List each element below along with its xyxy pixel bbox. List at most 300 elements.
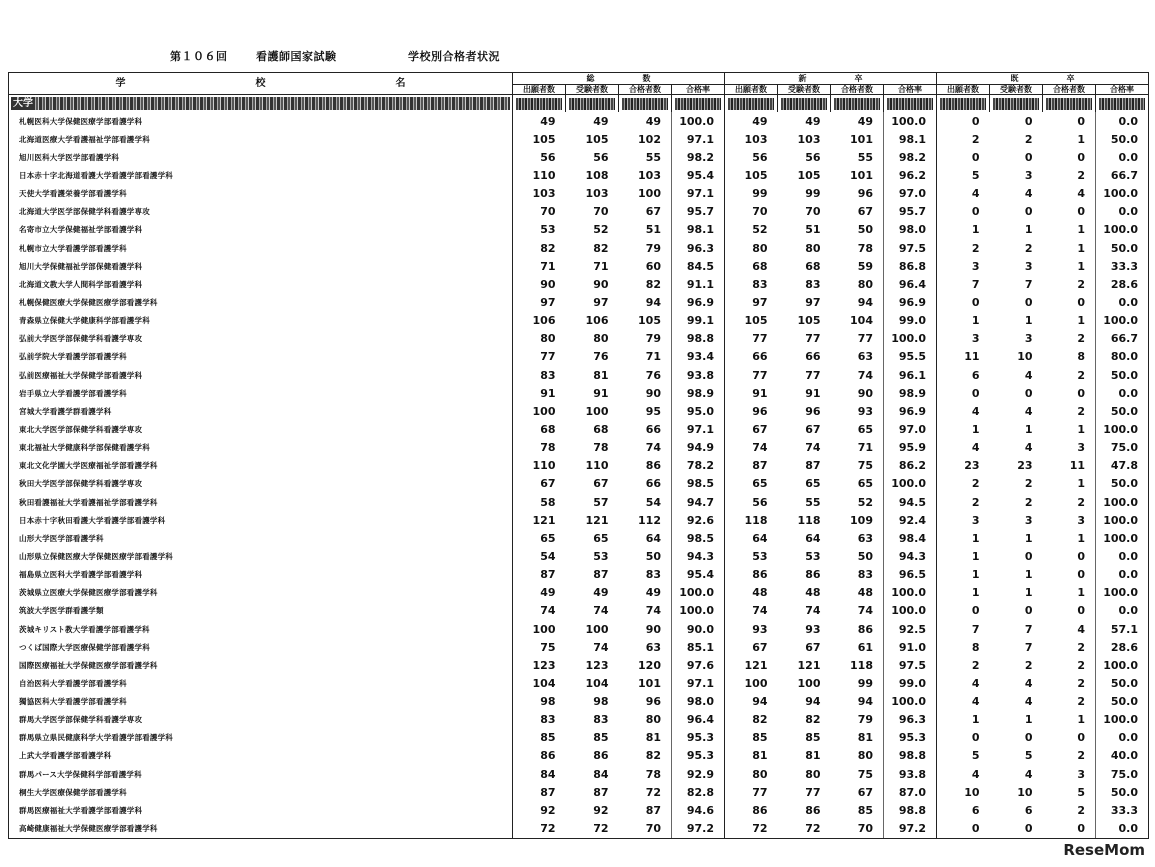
- count-cell: 48: [857, 586, 873, 600]
- count-cell: 4: [937, 185, 990, 203]
- school-name: 福島県立医科大学看護学部看護学科: [9, 566, 513, 584]
- count-cell: 83: [805, 277, 821, 291]
- count-cell: 2: [1024, 241, 1033, 255]
- pass-rate-cell: 40.0: [1096, 747, 1149, 765]
- table-row: [9, 293, 1149, 311]
- count-cell: 97: [805, 295, 821, 309]
- count-cell: 74: [645, 604, 661, 618]
- count-cell: 91: [805, 386, 821, 400]
- count-cell: 3: [1024, 168, 1033, 182]
- pass-rate-cell: 100.0: [1096, 656, 1149, 674]
- count-cell: 96: [645, 695, 661, 709]
- count-cell: 1: [937, 420, 990, 438]
- count-cell: 0: [1024, 549, 1033, 563]
- count-cell: 0: [1024, 731, 1033, 745]
- pass-rate-cell: 85.1: [672, 638, 725, 656]
- count-cell: 65: [805, 477, 821, 491]
- count-cell: 2: [1077, 695, 1085, 709]
- count-cell: 94: [857, 295, 873, 309]
- count-cell: 92: [593, 803, 609, 817]
- table-row: [9, 275, 1149, 293]
- pass-rate-cell: 98.8: [884, 747, 937, 765]
- count-cell: 70: [593, 205, 609, 219]
- count-cell: 2: [1024, 658, 1033, 672]
- count-cell: 86: [805, 568, 821, 582]
- count-cell: 11: [1069, 459, 1085, 473]
- pass-rate-cell: 99.1: [672, 312, 725, 330]
- count-cell: 91: [593, 386, 609, 400]
- count-cell: 48: [725, 584, 778, 602]
- count-cell: 4: [1024, 404, 1033, 418]
- count-cell: 74: [805, 604, 821, 618]
- count-cell: 80: [513, 330, 566, 348]
- count-cell: 4: [1024, 441, 1033, 455]
- count-cell: 59: [857, 259, 873, 273]
- count-cell: 56: [593, 150, 609, 164]
- pass-rate-cell: 96.3: [672, 239, 725, 257]
- exam-name: 看護師国家試験: [256, 50, 337, 63]
- count-cell: 2: [1077, 658, 1085, 672]
- count-cell: 76: [645, 368, 661, 382]
- count-cell: 74: [857, 368, 873, 382]
- count-cell: 90: [857, 386, 873, 400]
- count-cell: 0: [1024, 150, 1033, 164]
- section-row: [9, 95, 1149, 113]
- count-cell: 23: [1017, 459, 1033, 473]
- pass-rate-cell: 94.5: [884, 493, 937, 511]
- count-cell: 66: [645, 477, 661, 491]
- count-cell: 1: [1077, 314, 1085, 328]
- pass-rate-cell: 50.0: [1096, 693, 1149, 711]
- count-cell: 80: [725, 239, 778, 257]
- count-cell: 3: [1024, 332, 1033, 346]
- count-cell: 75: [513, 638, 566, 656]
- pass-rate-cell: 95.7: [884, 203, 937, 221]
- count-cell: 74: [725, 439, 778, 457]
- count-cell: 80: [593, 332, 609, 346]
- count-cell: 66: [805, 350, 821, 364]
- school-name: 群馬パース大学保健科学部看護学科: [9, 765, 513, 783]
- count-cell: 0: [990, 819, 1043, 838]
- count-cell: 82: [513, 239, 566, 257]
- pass-rate-cell: 94.9: [672, 439, 725, 457]
- count-cell: 3: [1077, 767, 1085, 781]
- subcolumn-header-new-grad-1: 受験者数: [778, 85, 831, 95]
- pass-rate-cell: 87.0: [884, 783, 937, 801]
- count-cell: 48: [805, 586, 821, 600]
- count-cell: 81: [725, 747, 778, 765]
- table-row: [9, 511, 1149, 529]
- count-cell: 65: [593, 531, 609, 545]
- count-cell: 80: [805, 767, 821, 781]
- count-cell: 1: [1077, 586, 1085, 600]
- count-cell: 49: [725, 112, 778, 130]
- count-cell: 3: [937, 257, 990, 275]
- school-name: 茨城キリスト教大学看護学部看護学科: [9, 620, 513, 638]
- pass-rate-cell: 97.5: [884, 239, 937, 257]
- pass-rate-cell: 100.0: [672, 602, 725, 620]
- count-cell: 56: [513, 148, 566, 166]
- pass-rate-cell: 0.0: [1096, 148, 1149, 166]
- table-row: [9, 112, 1149, 130]
- count-cell: 121: [513, 511, 566, 529]
- count-cell: 70: [725, 203, 778, 221]
- count-cell: 65: [857, 477, 873, 491]
- count-cell: 99: [805, 187, 821, 201]
- pass-rate-cell: 100.0: [1096, 221, 1149, 239]
- count-cell: 2: [1077, 332, 1085, 346]
- pass-rate-cell: 93.8: [672, 366, 725, 384]
- count-cell: 81: [645, 731, 661, 745]
- count-cell: 4: [1024, 695, 1033, 709]
- count-cell: 23: [937, 457, 990, 475]
- pass-rate-cell: 100.0: [884, 602, 937, 620]
- table-subtitle: 学校別合格者状況: [408, 50, 500, 63]
- count-cell: 85: [513, 729, 566, 747]
- table-row: [9, 620, 1149, 638]
- count-cell: 81: [857, 731, 873, 745]
- count-cell: 87: [805, 459, 821, 473]
- count-cell: 103: [638, 168, 661, 182]
- count-cell: 83: [645, 568, 661, 582]
- count-cell: 94: [857, 695, 873, 709]
- count-cell: 68: [805, 259, 821, 273]
- table-row: [9, 819, 1149, 838]
- count-cell: 67: [725, 638, 778, 656]
- count-cell: 82: [645, 277, 661, 291]
- count-cell: 86: [725, 566, 778, 584]
- pass-rate-cell: 97.1: [672, 185, 725, 203]
- count-cell: 110: [513, 457, 566, 475]
- count-cell: 51: [645, 223, 661, 237]
- pass-rate-cell: 94.3: [672, 547, 725, 565]
- count-cell: 99: [725, 185, 778, 203]
- table-row: [9, 674, 1149, 692]
- pass-rate-cell: 100.0: [1096, 312, 1149, 330]
- table-row: [9, 312, 1149, 330]
- school-name: 天使大学看護栄養学部看護学科: [9, 185, 513, 203]
- pass-rate-cell: 98.2: [672, 148, 725, 166]
- count-cell: 3: [1024, 513, 1033, 527]
- count-cell: 75: [857, 767, 873, 781]
- pass-rate-cell: 98.5: [672, 529, 725, 547]
- count-cell: 72: [778, 819, 831, 838]
- pass-rate-cell: 90.0: [672, 620, 725, 638]
- pass-rate-cell: 97.0: [884, 185, 937, 203]
- count-cell: 86: [857, 622, 873, 636]
- count-cell: 1: [937, 711, 990, 729]
- pass-rate-cell: 92.4: [884, 511, 937, 529]
- count-cell: 0: [1077, 604, 1085, 618]
- pass-rate-cell: 95.9: [884, 439, 937, 457]
- count-cell: 71: [593, 259, 609, 273]
- pass-rate-cell: 96.4: [672, 711, 725, 729]
- school-name: 青森県立保健大学健康科学部看護学科: [9, 312, 513, 330]
- pass-rate-cell: 75.0: [1096, 765, 1149, 783]
- count-cell: 0: [1077, 205, 1085, 219]
- count-cell: 67: [725, 420, 778, 438]
- table-row: [9, 584, 1149, 602]
- count-cell: 96: [805, 404, 821, 418]
- pass-rate-cell: 98.4: [884, 529, 937, 547]
- pass-rate-cell: 96.1: [884, 366, 937, 384]
- pass-rate-cell: 93.8: [884, 765, 937, 783]
- pass-rate-cell: 96.9: [672, 293, 725, 311]
- count-cell: 1: [1024, 586, 1033, 600]
- count-cell: 64: [805, 531, 821, 545]
- pass-rate-cell: 0.0: [1096, 819, 1149, 838]
- table-row: [9, 747, 1149, 765]
- table-row: [9, 130, 1149, 148]
- subcolumn-header-total-0: 出願者数: [513, 85, 566, 95]
- pass-rate-cell: 92.5: [884, 620, 937, 638]
- count-cell: 7: [1024, 277, 1033, 291]
- count-cell: 86: [725, 801, 778, 819]
- count-cell: 5: [937, 166, 990, 184]
- school-name: 高崎健康福祉大学保健医療学部看護学科: [9, 819, 513, 838]
- pass-rate-cell: 94.3: [884, 547, 937, 565]
- count-cell: 83: [593, 713, 609, 727]
- table-row: [9, 439, 1149, 457]
- count-cell: 100: [638, 187, 661, 201]
- count-cell: 87: [645, 803, 661, 817]
- count-cell: 64: [725, 529, 778, 547]
- count-cell: 94: [725, 693, 778, 711]
- count-cell: 60: [645, 259, 661, 273]
- count-cell: 0: [1077, 731, 1085, 745]
- subcolumn-header-total-1: 受験者数: [566, 85, 619, 95]
- count-cell: 68: [513, 420, 566, 438]
- count-cell: 57: [593, 495, 609, 509]
- count-cell: 0: [937, 148, 990, 166]
- school-name: 弘前大学医学部保健学科看護学専攻: [9, 330, 513, 348]
- count-cell: 1: [937, 221, 990, 239]
- count-cell: 94: [645, 295, 661, 309]
- count-cell: 1: [937, 584, 990, 602]
- count-cell: 66: [645, 422, 661, 436]
- pass-rate-cell: 95.4: [672, 166, 725, 184]
- count-cell: 118: [797, 513, 821, 527]
- count-cell: 86: [805, 803, 821, 817]
- table-row: [9, 348, 1149, 366]
- table-row: [9, 148, 1149, 166]
- pass-rate-cell: 92.9: [672, 765, 725, 783]
- table-row: [9, 402, 1149, 420]
- count-cell: 3: [1024, 259, 1033, 273]
- school-name: 弘前学院大学看護学部看護学科: [9, 348, 513, 366]
- subcolumn-header-new-grad-2: 合格者数: [831, 85, 884, 95]
- count-cell: 82: [725, 711, 778, 729]
- count-cell: 2: [937, 493, 990, 511]
- pass-rate-cell: 0.0: [1096, 203, 1149, 221]
- school-name: 札幌保健医療大学保健医療学部看護学科: [9, 293, 513, 311]
- count-cell: 1: [1077, 713, 1085, 727]
- table-row: [9, 656, 1149, 674]
- count-cell: 56: [725, 148, 778, 166]
- count-cell: 1: [1077, 531, 1085, 545]
- count-cell: 103: [797, 132, 821, 146]
- school-name: 北海道大学医学部保健学科看護学専攻: [9, 203, 513, 221]
- pass-rate-cell: 98.0: [672, 693, 725, 711]
- pass-rate-cell: 86.8: [884, 257, 937, 275]
- count-cell: 80: [857, 749, 873, 763]
- count-cell: 86: [593, 749, 609, 763]
- pass-rate-cell: 50.0: [1096, 130, 1149, 148]
- count-cell: 74: [593, 604, 609, 618]
- pass-rate-cell: 100.0: [1096, 511, 1149, 529]
- count-cell: 71: [857, 441, 873, 455]
- count-cell: 1: [937, 312, 990, 330]
- school-name: 弘前医療福祉大学保健学部看護学科: [9, 366, 513, 384]
- table-row: [9, 257, 1149, 275]
- count-cell: 82: [805, 713, 821, 727]
- count-cell: 106: [585, 314, 609, 328]
- school-name: 名寄市立大学保健福祉学部看護学科: [9, 221, 513, 239]
- subcolumn-header-new-grad-0: 出願者数: [725, 85, 778, 95]
- pass-rate-cell: 33.3: [1096, 801, 1149, 819]
- count-cell: 98: [513, 693, 566, 711]
- pass-rate-cell: 100.0: [1096, 529, 1149, 547]
- count-cell: 105: [725, 312, 778, 330]
- school-name: 群馬医療福祉大学看護学部看護学科: [9, 801, 513, 819]
- count-cell: 74: [857, 604, 873, 618]
- count-cell: 118: [850, 658, 873, 672]
- count-cell: 121: [797, 658, 821, 672]
- count-cell: 81: [805, 749, 821, 763]
- table-row: [9, 602, 1149, 620]
- table-row: [9, 765, 1149, 783]
- group-header-new-grad: 新 卒: [725, 73, 937, 85]
- pass-rate-cell: 50.0: [1096, 783, 1149, 801]
- count-cell: 68: [725, 257, 778, 275]
- count-cell: 79: [857, 713, 873, 727]
- count-cell: 90: [513, 275, 566, 293]
- pass-rate-cell: 97.1: [672, 130, 725, 148]
- subcolumn-header-prior-grad-1: 受験者数: [990, 85, 1043, 95]
- exam-number: 第１０６回: [170, 50, 228, 63]
- count-cell: 106: [513, 312, 566, 330]
- count-cell: 54: [513, 547, 566, 565]
- pass-rate-cell: 97.1: [672, 420, 725, 438]
- pass-rate-cell: 0.0: [1096, 547, 1149, 565]
- pass-rate-cell: 100.0: [884, 112, 937, 130]
- pass-rate-cell: 98.1: [672, 221, 725, 239]
- school-name: 群馬県立県民健康科学大学看護学部看護学科: [9, 729, 513, 747]
- count-cell: 123: [513, 656, 566, 674]
- count-cell: 49: [593, 586, 609, 600]
- school-name: 北海道文教大学人間科学部看護学科: [9, 275, 513, 293]
- school-name: 獨協医科大学看護学部看護学科: [9, 693, 513, 711]
- count-cell: 53: [593, 549, 609, 563]
- pass-rate-cell: 97.2: [672, 819, 725, 838]
- count-cell: 70: [619, 819, 672, 838]
- count-cell: 71: [645, 350, 661, 364]
- count-cell: 74: [645, 441, 661, 455]
- count-cell: 65: [857, 422, 873, 436]
- count-cell: 100: [585, 404, 609, 418]
- pass-rate-cell: 100.0: [1096, 493, 1149, 511]
- group-header-prior-grad: 既 卒: [937, 73, 1149, 85]
- table-row: [9, 166, 1149, 184]
- count-cell: 77: [513, 348, 566, 366]
- count-cell: 0: [1077, 568, 1085, 582]
- pass-rate-cell: 97.1: [672, 674, 725, 692]
- pass-rate-cell: 100.0: [884, 475, 937, 493]
- count-cell: 94: [805, 695, 821, 709]
- count-cell: 65: [725, 475, 778, 493]
- count-cell: 50: [857, 549, 873, 563]
- pass-rate-cell: 94.7: [672, 493, 725, 511]
- count-cell: 2: [1077, 277, 1085, 291]
- count-cell: 77: [725, 330, 778, 348]
- school-name: 秋田大学医学部保健学科看護学専攻: [9, 475, 513, 493]
- table-row: [9, 457, 1149, 475]
- count-cell: 2: [1077, 168, 1085, 182]
- subcolumn-header-total-2: 合格者数: [619, 85, 672, 95]
- pass-rate-cell: 98.9: [884, 384, 937, 402]
- pass-rate-cell: 78.2: [672, 457, 725, 475]
- table-row: [9, 330, 1149, 348]
- table-row: [9, 783, 1149, 801]
- count-cell: 52: [593, 223, 609, 237]
- count-cell: 110: [513, 166, 566, 184]
- count-cell: 85: [593, 731, 609, 745]
- pass-rate-cell: 100.0: [884, 330, 937, 348]
- count-cell: 93: [725, 620, 778, 638]
- count-cell: 87: [513, 566, 566, 584]
- pass-rate-cell: 95.4: [672, 566, 725, 584]
- subcolumn-header-new-grad-3: 合格率: [884, 85, 937, 95]
- school-name: 茨城県立医療大学保健医療学部看護学科: [9, 584, 513, 602]
- school-name: 北海道医療大学看護福祉学部看護学科: [9, 130, 513, 148]
- school-name: 東北福祉大学健康科学部保健看護学科: [9, 439, 513, 457]
- count-cell: 123: [585, 658, 609, 672]
- count-cell: 97: [725, 293, 778, 311]
- count-cell: 2: [937, 656, 990, 674]
- count-cell: 1: [1077, 132, 1085, 146]
- count-cell: 1: [1077, 223, 1085, 237]
- group-header-total: 総 数: [513, 73, 725, 85]
- count-cell: 4: [937, 439, 990, 457]
- count-cell: 83: [513, 366, 566, 384]
- table-row: [9, 529, 1149, 547]
- pass-rate-cell: 0.0: [1096, 566, 1149, 584]
- pass-rate-cell: 100.0: [1096, 185, 1149, 203]
- school-name: 自治医科大学看護学部看護学科: [9, 674, 513, 692]
- count-cell: 66: [725, 348, 778, 366]
- count-cell: 1: [937, 547, 990, 565]
- pass-rate-cell: 84.5: [672, 257, 725, 275]
- count-cell: 78: [857, 241, 873, 255]
- count-cell: 1: [1024, 531, 1033, 545]
- pass-rate-cell: 28.6: [1096, 638, 1149, 656]
- count-cell: 67: [645, 205, 661, 219]
- count-cell: 77: [805, 332, 821, 346]
- school-name: 札幌医科大学保健医療学部看護学科: [9, 112, 513, 130]
- count-cell: 72: [513, 819, 566, 838]
- table-row: [9, 693, 1149, 711]
- table-row: [9, 493, 1149, 511]
- pass-rate-cell: 99.0: [884, 312, 937, 330]
- count-cell: 98: [593, 695, 609, 709]
- school-name: 筑波大学医学群看護学類: [9, 602, 513, 620]
- count-cell: 7: [1024, 640, 1033, 654]
- count-cell: 0: [1077, 295, 1085, 309]
- count-cell: 0: [1077, 114, 1085, 128]
- count-cell: 2: [1077, 803, 1085, 817]
- count-cell: 0: [1024, 114, 1033, 128]
- count-cell: 0: [937, 602, 990, 620]
